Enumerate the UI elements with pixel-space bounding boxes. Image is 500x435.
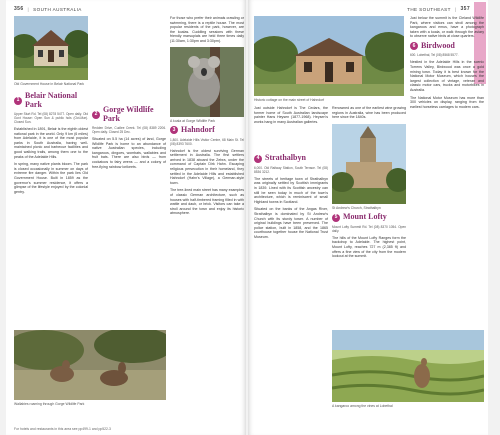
birdwood-paragraph-1: Nestled in the Adelaide Hills in the scenic Torrens Valley, Birdwood was once a gold mining town. Today it is best known for the National Motor Museum, which houses the largest collection of vintage, veteran and classic motor cars, trucks and motorbikes in Australia. bbox=[410, 60, 484, 93]
left-footer: For hotels and restaurants in this area see pp499-1 and pp522-3 bbox=[14, 427, 111, 431]
left-column-3 bbox=[170, 16, 244, 219]
lofty-paragraph-2: Just below the summit is the Cleland Wildlife Park, where visitors can stroll among the kangaroos and emus, have a photograph taken with a koala, or walk through the aviary to observe native birds at close quarters. bbox=[410, 16, 484, 39]
photo3-caption: Wallabies roaming through Gorge Wildlife Park bbox=[14, 402, 85, 406]
old-government-house-photo bbox=[14, 16, 88, 80]
hahndorf-cottage-photo bbox=[254, 16, 404, 96]
gorge-title: Gorge Wildlife Park bbox=[103, 105, 154, 123]
left-column-1 bbox=[14, 90, 88, 197]
kangaroo-photo bbox=[332, 330, 484, 402]
strathalbyn-paragraph-2: Situated on the banks of the Angas River, Strathalbyn is dominated by St Andrew's Church with its sturdy tower. A number of original buildings have been preserved. The police station, built in 1858, and the 1865 courthouse together house the National Trust Museum. bbox=[254, 207, 328, 239]
birdwood-number-badge: 6 bbox=[410, 42, 418, 50]
gorge-number-badge: 2 bbox=[92, 111, 100, 119]
belair-heading bbox=[14, 92, 88, 109]
birdwood-paragraph-2: The National Motor Museum has more than 300 vehicles on display, ranging from the earliest horseless carriages to modern cars. bbox=[410, 95, 484, 109]
strathalbyn-heading bbox=[254, 154, 328, 163]
lofty-info: Mount Lofty Summit Rd. Tel (08) 8370 1054. Open daily. bbox=[332, 224, 406, 233]
left-page-number: 356 bbox=[14, 6, 24, 12]
right-column-3 bbox=[410, 16, 484, 256]
right-page bbox=[248, 0, 488, 435]
belair-paragraph-1: Established in 1891, Belair is the eighth oldest national park in the world. Only 9 km (6 miles) from Adelaide, it is one of the most popular parks in South Australia, having well-maintained picnic and barbecue facilities and good walking trails, among them one to the peaks of the Adelaide Hills. bbox=[14, 127, 88, 159]
strathalbyn-number-badge: 4 bbox=[254, 155, 262, 163]
church-photo bbox=[332, 124, 406, 204]
koala-photo bbox=[170, 47, 244, 117]
strathalbyn-title: Strathalbyn bbox=[265, 153, 306, 163]
lofty-paragraph-1: The hills of the Mount Lofty Ranges form the backdrop to Adelaide. The highest point, Mount Lofty, reaches 727 m (2,385 ft) and offers a fine view of the city from the modern lookout at the summit. bbox=[332, 235, 406, 259]
wallabies-photo bbox=[14, 330, 166, 400]
gorge-paragraph-2: For those who prefer their animals crawling or swimming, there is a reptile house. The most popular residents of the park, however, are the koalas. Cuddling sessions with these friendly marsupials are held three times daily (11:30am, 1:30pm and 3:30pm). bbox=[170, 16, 244, 43]
hahndorf-heading bbox=[170, 126, 244, 135]
belair-number-badge: 1 bbox=[14, 97, 22, 105]
photo2-caption: A koala at Gorge Wildlife Park bbox=[170, 118, 216, 123]
right-page-header: THE SOUTHEAST | 357 bbox=[407, 6, 470, 12]
hahndorf-title: Hahndorf bbox=[181, 125, 215, 135]
right-col1-paragraph-1: Just outside Hahndorf is The Cedars, the former home of South Australian landscape painter Hans Heysen (1877-1968). Heysen's works hang in many Australian galleries. bbox=[254, 106, 328, 124]
right-photo3-caption: A kangaroo among the vines at Lobethal bbox=[332, 404, 393, 408]
left-page-header: 356 | SOUTH AUSTRALIA bbox=[14, 6, 82, 12]
lofty-title: Mount Lofty bbox=[343, 212, 387, 222]
gorge-info: Redden Drive, Cudlee Creek. Tel (08) 8389 2206. Open daily. Closed 25 Dec. bbox=[92, 126, 166, 134]
hahndorf-number-badge: 3 bbox=[170, 126, 178, 134]
birdwood-info: 600. Lobethal, Tel (08) 8568 5577. bbox=[410, 53, 459, 58]
belair-paragraph-2: In spring, many native plants bloom. The park is closed occasionally in summer on days of extreme fire danger. Within the park lies Old Government House. Built in 1859 as the governor's summer residence, it offers a glimpse of the lifestyle enjoyed by the colonial gentry. bbox=[14, 162, 88, 194]
strathalbyn-paragraph-1: The streets of heritage town of Strathalbyn was originally settled by Scottish immigrants in 1839. Lined with its Scottish ancestry can still be seen today in much of the town's architecture, which is reminiscent of small Highland towns in Scotland. bbox=[254, 176, 328, 204]
right-section-title: THE SOUTHEAST bbox=[407, 6, 451, 12]
right-column-1 bbox=[254, 106, 328, 243]
hahndorf-info: 1,800. Adelaide Hills Visitor Centre, 68 Main St. Tel (08) 8393 7600. bbox=[170, 137, 244, 146]
left-column-2 bbox=[92, 16, 166, 328]
strathalbyn-info: 6,000. Old Railway Station, South Terrace. Tel (08) 8536 3212. bbox=[254, 165, 328, 174]
right-photo1-caption: Historic cottage on the main street of Hahndorf bbox=[254, 98, 325, 102]
right-column-2 bbox=[332, 106, 406, 262]
hahndorf-paragraph-1: Hahndorf is the oldest surviving German settlement in Australia. The first settlers arrived in 1838 aboard the Zebra, under the command of Captain Dirk Hahn. Escaping religious persecution in their homeland, they settled in the Adelaide Hills and established Hahndorf (Hahn's Village), a German-style town. bbox=[170, 148, 244, 185]
gorge-paragraph-1: Situated on 5.5 ha (14 acres) of land, Gorge Wildlife Park is home to an abundance of native Australian species, including kangaroos, dingoes, wombats, wallabies and fruit bats. There are also birds — from cockatoos to fairy wrens — and a colony of free-flying rainbow lorikeets. bbox=[92, 137, 166, 169]
lofty-heading bbox=[332, 213, 406, 222]
hahndorf-paragraph-2: The tree-lined main street has many examples of classic German architecture, such as houses with half-timbered framing filled in with wattle and daub, or brick. Visitors can take a stroll around the town and enjoy its historic atmosphere. bbox=[170, 188, 244, 216]
belair-title: Belair National Park bbox=[25, 91, 78, 109]
belair-info: Upper Sturt Rd. Tel (08) 8278 5477. Open daily. Old Govt House: Open Sun & public hols (Oct-Mar). Closed Sun. bbox=[14, 112, 88, 124]
right-col2-paragraph-1: Renowned as one of the earliest wine growing regions in Australia, wine has been produced here since the 1840s. bbox=[332, 106, 406, 120]
lofty-number-badge: 5 bbox=[332, 214, 340, 222]
right-page-number: 357 bbox=[460, 6, 470, 12]
right-photo2-caption: St Andrew's Church, Strathalbyn bbox=[332, 205, 381, 210]
left-section-title: SOUTH AUSTRALIA bbox=[33, 6, 82, 12]
birdwood-title: Birdwood bbox=[421, 40, 455, 50]
left-page bbox=[6, 0, 246, 435]
birdwood-heading bbox=[410, 42, 484, 51]
gorge-heading bbox=[92, 106, 166, 123]
photo1-caption: Old Government House in Belair National Park bbox=[14, 82, 85, 86]
